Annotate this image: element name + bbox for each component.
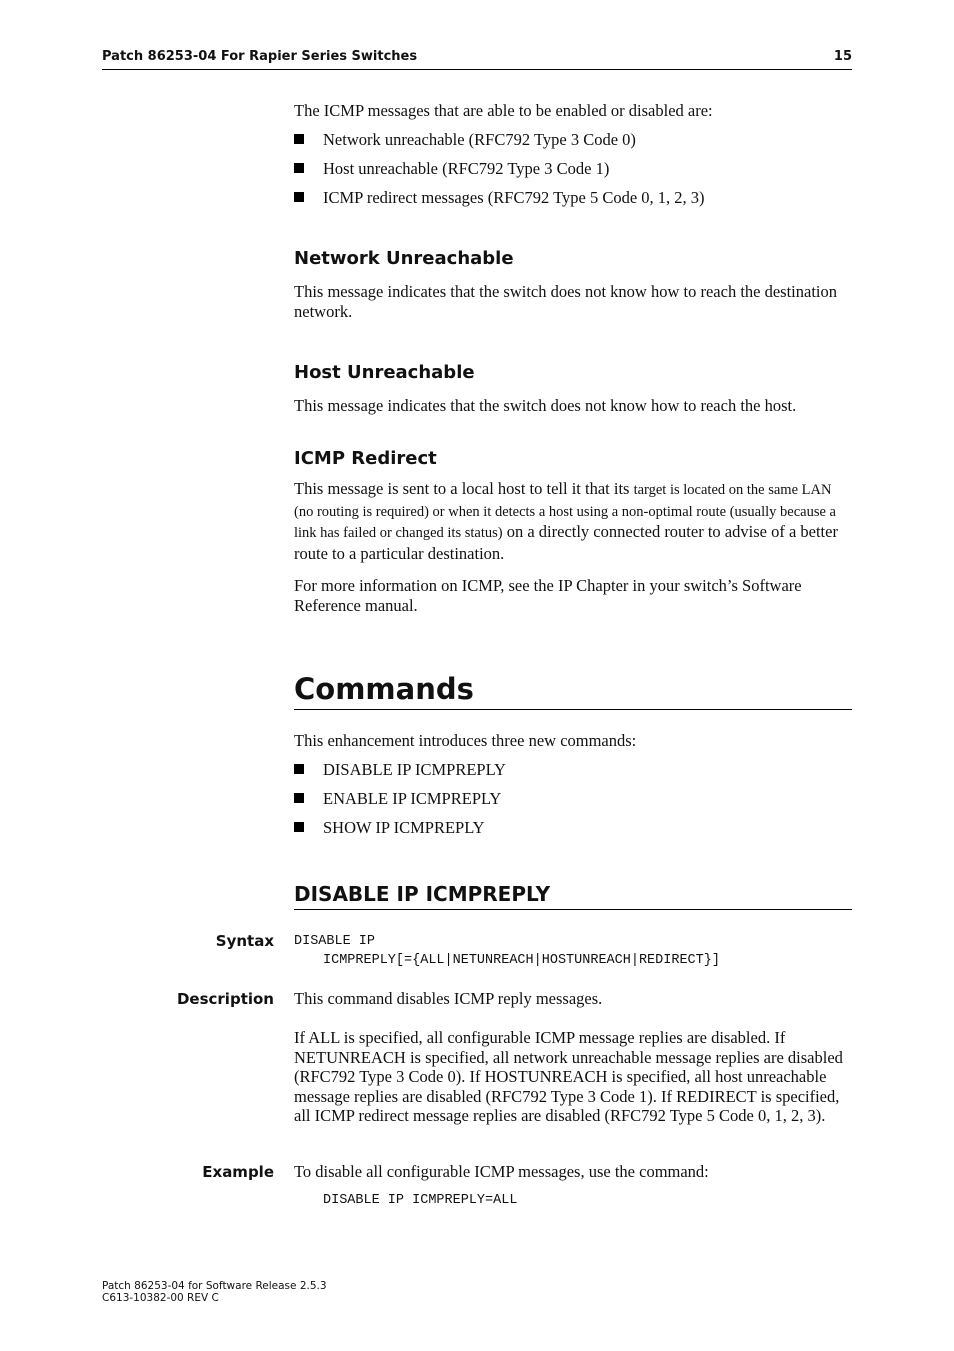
page-number: 15 <box>833 49 852 64</box>
bullet-square-icon <box>294 134 304 144</box>
intro-text: The ICMP messages that are able to be enabled or disabled are: <box>294 101 713 120</box>
description-text-1: This command disables ICMP reply messages. <box>294 989 603 1008</box>
list-item-text: ENABLE IP ICMPREPLY <box>323 789 502 808</box>
list-item-text: Host unreachable (RFC792 Type 3 Code 1) <box>323 159 610 178</box>
icmp-redirect-body-part1: This message is sent to a local host to tell it that its <box>294 479 634 498</box>
list-item-text: DISABLE IP ICMPREPLY <box>323 760 506 779</box>
example-label: Example <box>202 1163 274 1181</box>
bullet-square-icon <box>294 764 304 774</box>
list-item-text: SHOW IP ICMPREPLY <box>323 818 485 837</box>
syntax-line-2: ICMPREPLY[={ALL|NETUNREACH|HOSTUNREACH|REDIRECT}] <box>323 953 720 968</box>
bullet-square-icon <box>294 163 304 173</box>
list-item-text: Network unreachable (RFC792 Type 3 Code 0) <box>323 130 636 149</box>
syntax-line-1: DISABLE IP <box>294 934 376 949</box>
description-text-2: If ALL is specified, all configurable ICMP message replies are disabled. If NETUNREACH is specified, all network unreachable message replies are disabled (RFC792 Type 3 Code 0). If HOSTUNREACH is specified, all host unreachable message replies are disabled (RFC792 Type 3 Code 1). If REDIRECT is specified, all ICMP redirect message replies are disabled (RFC792 Type 5 Code 0, 1, 2, 3). <box>294 1028 843 1125</box>
bullet-square-icon <box>294 822 304 832</box>
bullet-square-icon <box>294 793 304 803</box>
section-heading-icmp-redirect: ICMP Redirect <box>294 448 437 469</box>
syntax-label: Syntax <box>215 932 274 950</box>
disable-command-heading: DISABLE IP ICMPREPLY <box>294 881 852 910</box>
icmp-redirect-body-part2: target is located on the same LAN (no routing is required) or when it detects a host using a non-optimal route (usually because a link has failed or changed its status) <box>294 482 836 541</box>
icmp-redirect-body <box>294 479 852 563</box>
example-code: DISABLE IP ICMPREPLY=ALL <box>323 1193 518 1208</box>
page-footer <box>102 1280 327 1304</box>
bullet-square-icon <box>294 192 304 202</box>
icmp-more-info: For more information on ICMP, see the IP Chapter in your switch’s Software Reference manual. <box>294 576 802 615</box>
commands-intro: This enhancement introduces three new commands: <box>294 731 637 750</box>
page-header <box>102 49 852 70</box>
network-unreachable-body: This message indicates that the switch does not know how to reach the destination network. <box>294 282 838 321</box>
footer-line-1: Patch 86253-04 for Software Release 2.5.3 <box>102 1280 327 1292</box>
footer-line-2: C613-10382-00 REV C <box>102 1292 219 1304</box>
section-heading-network-unreachable: Network Unreachable <box>294 248 514 269</box>
description-label: Description <box>176 990 274 1008</box>
section-heading-host-unreachable: Host Unreachable <box>294 362 475 383</box>
icmp-redirect-body-part3: on a directly connected router to advise of a better route to a particular destination. <box>294 522 838 563</box>
header-title: Patch 86253-04 For Rapier Series Switches <box>102 49 418 64</box>
list-item-text: ICMP redirect messages (RFC792 Type 5 Code 0, 1, 2, 3) <box>323 188 705 207</box>
example-text: To disable all configurable ICMP messages, use the command: <box>294 1162 709 1181</box>
commands-heading: Commands <box>294 671 852 710</box>
host-unreachable-body: This message indicates that the switch does not know how to reach the host. <box>294 396 797 415</box>
